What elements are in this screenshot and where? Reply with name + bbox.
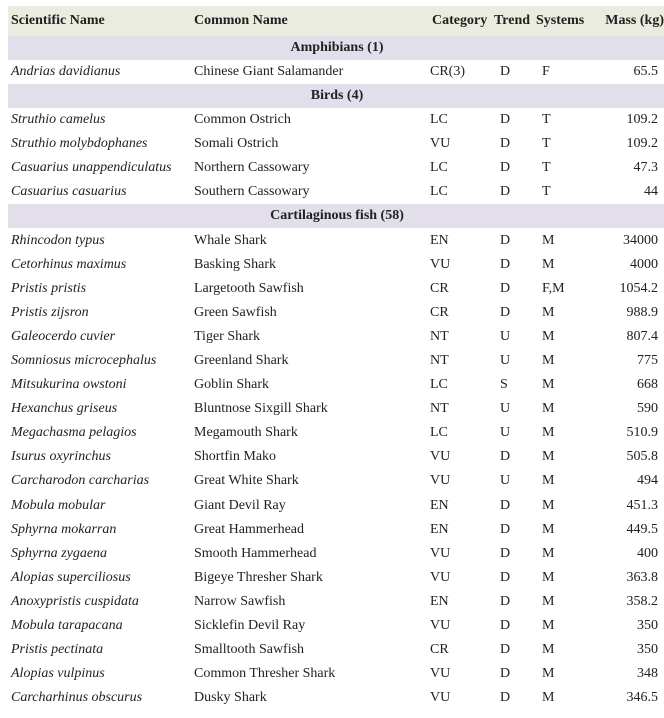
cell-trend: D [500, 618, 511, 634]
table-row [8, 180, 664, 204]
cell-mass: 451.3 [626, 497, 658, 513]
cell-category: VU [430, 473, 451, 489]
cell-trend: D [500, 136, 511, 152]
table-row [8, 469, 664, 493]
cell-trend: D [500, 593, 511, 609]
cell-mass: 775 [637, 352, 658, 368]
cell-common-name: Whale Shark [194, 232, 267, 248]
cell-scientific-name: Somniosus microcephalus [11, 352, 157, 368]
table-row [8, 60, 664, 84]
cell-systems: M [542, 425, 555, 441]
table-row [8, 277, 664, 301]
cell-trend: D [500, 449, 511, 465]
cell-category: VU [430, 545, 451, 561]
cell-scientific-name: Sphyrna mokarran [11, 521, 117, 537]
cell-scientific-name: Anoxypristis cuspidata [11, 593, 139, 609]
cell-category: VU [430, 618, 451, 634]
cell-category: LC [430, 377, 448, 393]
cell-mass: 494 [637, 473, 658, 489]
header-row [8, 6, 664, 36]
cell-scientific-name: Andrias davidianus [11, 64, 121, 80]
cell-systems: M [542, 545, 555, 561]
cell-mass: 1054.2 [619, 280, 658, 296]
cell-common-name: Green Sawfish [194, 304, 277, 320]
cell-scientific-name: Mobula mobular [11, 497, 106, 513]
group-header-row [8, 204, 664, 228]
cell-mass: 346.5 [626, 690, 658, 706]
cell-trend: U [500, 473, 511, 489]
cell-systems: T [542, 160, 551, 176]
cell-systems: M [542, 569, 555, 585]
cell-scientific-name: Sphyrna zygaena [11, 545, 108, 561]
cell-common-name: Narrow Sawfish [194, 593, 286, 609]
cell-scientific-name: Pristis pectinata [11, 642, 104, 658]
cell-category: VU [430, 136, 451, 152]
cell-mass: 363.8 [626, 569, 658, 585]
cell-scientific-name: Megachasma pelagios [11, 425, 137, 441]
table-row [8, 638, 664, 662]
cell-systems: M [542, 401, 555, 417]
cell-trend: D [500, 64, 511, 80]
cell-trend: D [500, 184, 511, 200]
table-row [8, 494, 664, 518]
cell-mass: 807.4 [626, 328, 658, 344]
table-row [8, 108, 664, 132]
cell-trend: U [500, 425, 511, 441]
cell-scientific-name: Casuarius casuarius [11, 184, 127, 200]
cell-category: CR(3) [430, 64, 465, 80]
cell-common-name: Chinese Giant Salamander [194, 64, 344, 80]
cell-trend: D [500, 569, 511, 585]
table-row [8, 301, 664, 325]
cell-common-name: Common Ostrich [194, 112, 291, 128]
cell-common-name: Great Hammerhead [194, 521, 304, 537]
cell-mass: 348 [637, 666, 658, 682]
cell-systems: M [542, 328, 555, 344]
cell-trend: D [500, 232, 511, 248]
cell-trend: D [500, 545, 511, 561]
cell-common-name: Dusky Shark [194, 690, 267, 706]
group-label: Birds (4) [8, 84, 664, 108]
cell-trend: D [500, 280, 511, 296]
table-row [8, 566, 664, 590]
cell-scientific-name: Struthio molybdophanes [11, 136, 148, 152]
header-trend[interactable]: Trend [492, 6, 534, 36]
cell-mass: 65.5 [633, 64, 658, 80]
cell-category: VU [430, 569, 451, 585]
cell-common-name: Giant Devil Ray [194, 497, 286, 513]
cell-category: VU [430, 690, 451, 706]
table-row [8, 662, 664, 686]
cell-trend: D [500, 642, 511, 658]
cell-mass: 44 [644, 184, 658, 200]
cell-scientific-name: Pristis zijsron [11, 304, 89, 320]
cell-systems: M [542, 690, 555, 706]
table-body [8, 36, 664, 710]
cell-category: NT [430, 401, 449, 417]
cell-systems: M [542, 593, 555, 609]
cell-trend: D [500, 160, 511, 176]
cell-trend: D [500, 304, 511, 320]
cell-common-name: Goblin Shark [194, 377, 270, 393]
group-label: Amphibians (1) [8, 36, 664, 60]
cell-category: LC [430, 184, 448, 200]
cell-category: LC [430, 160, 448, 176]
cell-trend: U [500, 328, 511, 344]
cell-trend: D [500, 497, 511, 513]
cell-category: EN [430, 232, 449, 248]
cell-mass: 350 [637, 618, 658, 634]
cell-common-name: Megamouth Shark [194, 425, 298, 441]
cell-systems: M [542, 377, 555, 393]
cell-systems: T [542, 184, 551, 200]
cell-scientific-name: Cetorhinus maximus [11, 256, 127, 272]
cell-trend: D [500, 666, 511, 682]
table-row [8, 373, 664, 397]
cell-common-name: Great White Shark [194, 473, 299, 489]
cell-common-name: Largetooth Sawfish [194, 280, 304, 296]
cell-scientific-name: Galeocerdo cuvier [11, 328, 116, 344]
header-mass[interactable]: Mass (kg) [590, 6, 664, 36]
cell-mass: 34000 [623, 232, 658, 248]
cell-trend: U [500, 352, 511, 368]
cell-mass: 4000 [630, 256, 658, 272]
cell-common-name: Basking Shark [194, 256, 277, 272]
cell-mass: 350 [637, 642, 658, 658]
group-label: Cartilaginous fish (58) [8, 204, 664, 228]
cell-category: VU [430, 256, 451, 272]
cell-mass: 358.2 [626, 593, 658, 609]
cell-category: NT [430, 352, 449, 368]
cell-mass: 47.3 [633, 160, 658, 176]
cell-scientific-name: Alopias superciliosus [11, 569, 131, 585]
cell-common-name: Northern Cassowary [194, 160, 310, 176]
header-scientific-name[interactable]: Scientific Name [8, 6, 192, 36]
table-row [8, 421, 664, 445]
cell-systems: M [542, 352, 555, 368]
cell-systems: M [542, 666, 555, 682]
table-row [8, 686, 664, 710]
cell-systems: M [542, 497, 555, 513]
cell-mass: 109.2 [626, 136, 658, 152]
group-header-row [8, 36, 664, 60]
cell-scientific-name: Carcharhinus obscurus [11, 690, 143, 706]
cell-scientific-name: Hexanchus griseus [11, 401, 118, 417]
cell-category: VU [430, 449, 451, 465]
cell-scientific-name: Rhincodon typus [11, 232, 105, 248]
cell-trend: D [500, 690, 511, 706]
cell-category: EN [430, 497, 449, 513]
cell-mass: 449.5 [626, 521, 658, 537]
cell-category: VU [430, 666, 451, 682]
header-common-name[interactable]: Common Name [192, 6, 430, 36]
cell-category: EN [430, 521, 449, 537]
cell-mass: 590 [637, 401, 658, 417]
cell-category: LC [430, 112, 448, 128]
group-header-row [8, 84, 664, 108]
cell-systems: T [542, 136, 551, 152]
cell-systems: M [542, 256, 555, 272]
table-row [8, 445, 664, 469]
cell-mass: 988.9 [626, 304, 658, 320]
cell-scientific-name: Isurus oxyrinchus [11, 449, 111, 465]
cell-common-name: Bigeye Thresher Shark [194, 569, 323, 585]
cell-category: NT [430, 328, 449, 344]
table-row [8, 614, 664, 638]
table-row [8, 397, 664, 421]
table-row [8, 132, 664, 156]
cell-systems: F,M [542, 280, 565, 296]
cell-scientific-name: Mobula tarapacana [11, 618, 123, 634]
table-row [8, 253, 664, 277]
cell-common-name: Bluntnose Sixgill Shark [194, 401, 328, 417]
cell-mass: 668 [637, 377, 658, 393]
table-row [8, 325, 664, 349]
table-row [8, 590, 664, 614]
cell-mass: 510.9 [626, 425, 658, 441]
cell-systems: M [542, 521, 555, 537]
cell-trend: D [500, 256, 511, 272]
cell-category: LC [430, 425, 448, 441]
cell-scientific-name: Struthio camelus [11, 112, 106, 128]
cell-systems: M [542, 618, 555, 634]
cell-scientific-name: Carcharodon carcharias [11, 473, 150, 489]
cell-trend: D [500, 521, 511, 537]
cell-common-name: Smooth Hammerhead [194, 545, 317, 561]
cell-systems: M [542, 449, 555, 465]
cell-systems: T [542, 112, 551, 128]
cell-common-name: Somali Ostrich [194, 136, 279, 152]
cell-common-name: Greenland Shark [194, 352, 289, 368]
cell-systems: M [542, 642, 555, 658]
cell-common-name: Tiger Shark [194, 328, 260, 344]
table-row [8, 156, 664, 180]
cell-systems: M [542, 304, 555, 320]
cell-category: CR [430, 642, 449, 658]
cell-systems: M [542, 232, 555, 248]
cell-common-name: Sicklefin Devil Ray [194, 618, 306, 634]
table-row [8, 518, 664, 542]
cell-scientific-name: Pristis pristis [11, 280, 87, 296]
cell-mass: 400 [637, 545, 658, 561]
cell-mass: 109.2 [626, 112, 658, 128]
cell-trend: D [500, 112, 511, 128]
table-row [8, 349, 664, 373]
cell-scientific-name: Mitsukurina owstoni [11, 377, 127, 393]
cell-common-name: Smalltooth Sawfish [194, 642, 305, 658]
cell-systems: M [542, 473, 555, 489]
cell-common-name: Shortfin Mako [194, 449, 277, 465]
cell-common-name: Southern Cassowary [194, 184, 310, 200]
cell-trend: S [500, 377, 508, 393]
cell-category: CR [430, 280, 449, 296]
header-category[interactable]: Category [430, 6, 492, 36]
cell-scientific-name: Casuarius unappendiculatus [11, 160, 172, 176]
cell-systems: F [542, 64, 550, 80]
header-systems[interactable]: Systems [534, 6, 590, 36]
species-table [8, 6, 664, 710]
cell-trend: U [500, 401, 511, 417]
cell-category: CR [430, 304, 449, 320]
cell-category: EN [430, 593, 449, 609]
table-row [8, 542, 664, 566]
cell-scientific-name: Alopias vulpinus [11, 666, 105, 682]
table-row [8, 228, 664, 252]
cell-mass: 505.8 [626, 449, 658, 465]
cell-common-name: Common Thresher Shark [194, 666, 336, 682]
